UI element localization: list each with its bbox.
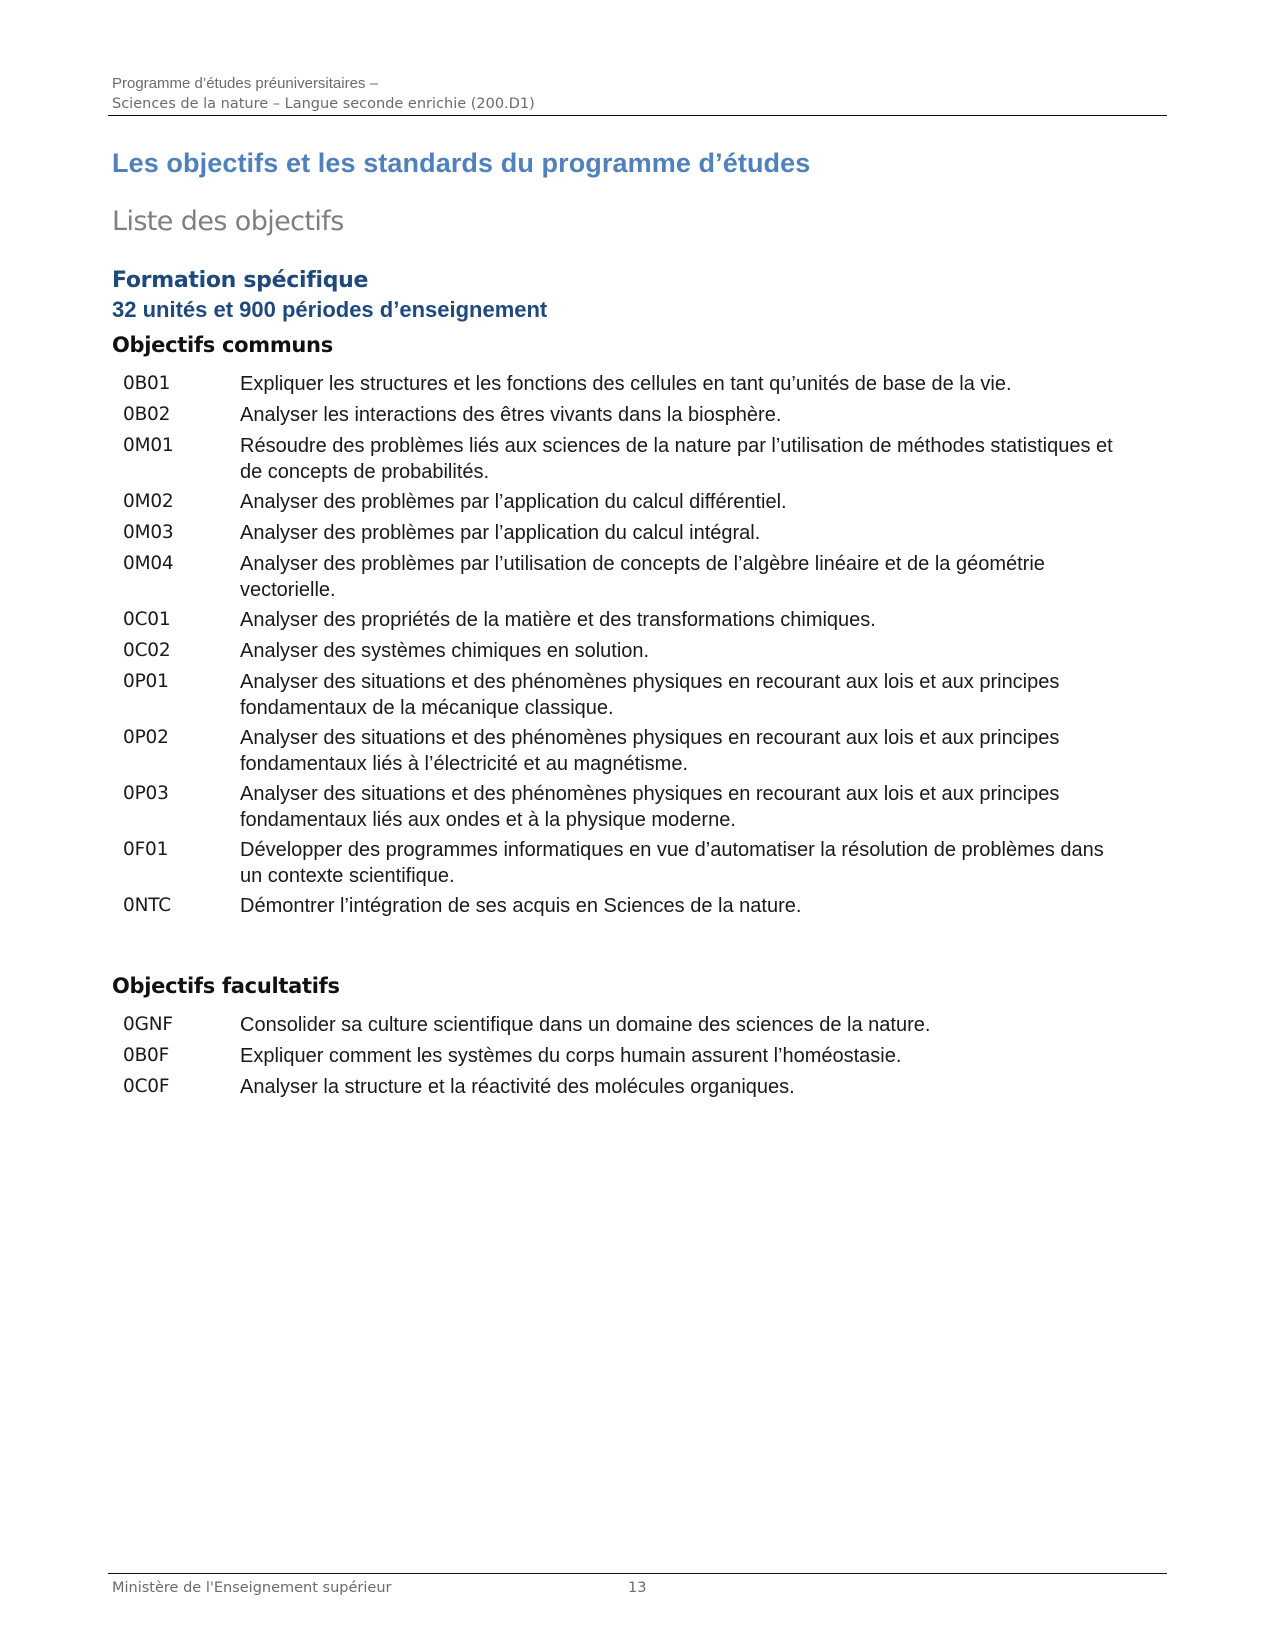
objective-code: 0P03 <box>123 783 169 804</box>
objective-code: 0NTC <box>123 895 171 916</box>
objective-text: Analyser des problèmes par l’application du calcul différentiel. <box>240 491 787 513</box>
objective-code: 0M02 <box>123 491 174 512</box>
objective-text: Consolider sa culture scientifique dans un domaine des sciences de la nature. <box>240 1014 931 1036</box>
page-title: Les objectifs et les standards du programme d’études <box>112 148 811 178</box>
objective-text: Résoudre des problèmes liés aux sciences de la nature par l’utilisation de méthodes statistiques et de concepts de probabilités. <box>240 435 1113 483</box>
objective-code: 0GNF <box>123 1014 173 1035</box>
header-line-1: Programme d’études préuniversitaires – <box>112 75 378 92</box>
footer-ministry: Ministère de l'Enseignement supérieur <box>112 1580 392 1596</box>
objective-text: Développer des programmes informatiques en vue d’automatiser la résolution de problèmes dans un contexte scientifique. <box>240 839 1104 887</box>
objective-code: 0B0F <box>123 1045 170 1066</box>
objective-code: 0M01 <box>123 435 174 456</box>
objective-code: 0M04 <box>123 553 174 574</box>
page-subtitle: Liste des objectifs <box>112 206 344 237</box>
objective-code: 0P02 <box>123 727 169 748</box>
common-objectives-heading: Objectifs communs <box>112 333 333 357</box>
formation-units: 32 unités et 900 périodes d’enseignement <box>112 297 548 322</box>
objective-text: Analyser des situations et des phénomènes physiques en recourant aux lois et aux principes fondamentaux liés à l’électricité et au magnétisme. <box>240 727 1060 775</box>
page-number: 13 <box>628 1580 647 1596</box>
objective-code: 0C0F <box>123 1076 170 1097</box>
objective-code: 0M03 <box>123 522 174 543</box>
header-divider <box>108 115 1167 116</box>
objective-text: Expliquer les structures et les fonctions des cellules en tant qu’unités de base de la vie. <box>240 373 1012 395</box>
objective-code: 0B01 <box>123 373 171 394</box>
objective-text: Analyser la structure et la réactivité des molécules organiques. <box>240 1076 795 1098</box>
optional-objectives-heading: Objectifs facultatifs <box>112 974 340 998</box>
header-line-2: Sciences de la nature – Langue seconde enrichie (200.D1) <box>112 96 535 112</box>
objective-code: 0B02 <box>123 404 171 425</box>
objective-text: Expliquer comment les systèmes du corps humain assurent l’homéostasie. <box>240 1045 902 1067</box>
objective-text: Analyser des propriétés de la matière et des transformations chimiques. <box>240 609 876 631</box>
objective-text: Analyser des problèmes par l’utilisation de concepts de l’algèbre linéaire et de la géométrie vectorielle. <box>240 553 1045 601</box>
objective-text: Démontrer l’intégration de ses acquis en Sciences de la nature. <box>240 895 802 917</box>
objective-text: Analyser des systèmes chimiques en solution. <box>240 640 650 662</box>
objective-code: 0F01 <box>123 839 169 860</box>
running-header <box>112 74 1168 114</box>
objective-code: 0P01 <box>123 671 169 692</box>
objective-text: Analyser des situations et des phénomènes physiques en recourant aux lois et aux principes fondamentaux liés aux ondes et à la physique moderne. <box>240 783 1060 831</box>
formation-title: Formation spécifique <box>112 268 369 293</box>
objective-code: 0C02 <box>123 640 171 661</box>
formation-block <box>112 266 547 324</box>
objective-text: Analyser les interactions des êtres vivants dans la biosphère. <box>240 404 782 426</box>
footer-divider <box>108 1573 1167 1574</box>
objective-text: Analyser des situations et des phénomènes physiques en recourant aux lois et aux principes fondamentaux de la mécanique classique. <box>240 671 1060 719</box>
objective-text: Analyser des problèmes par l’application du calcul intégral. <box>240 522 761 544</box>
objective-code: 0C01 <box>123 609 171 630</box>
